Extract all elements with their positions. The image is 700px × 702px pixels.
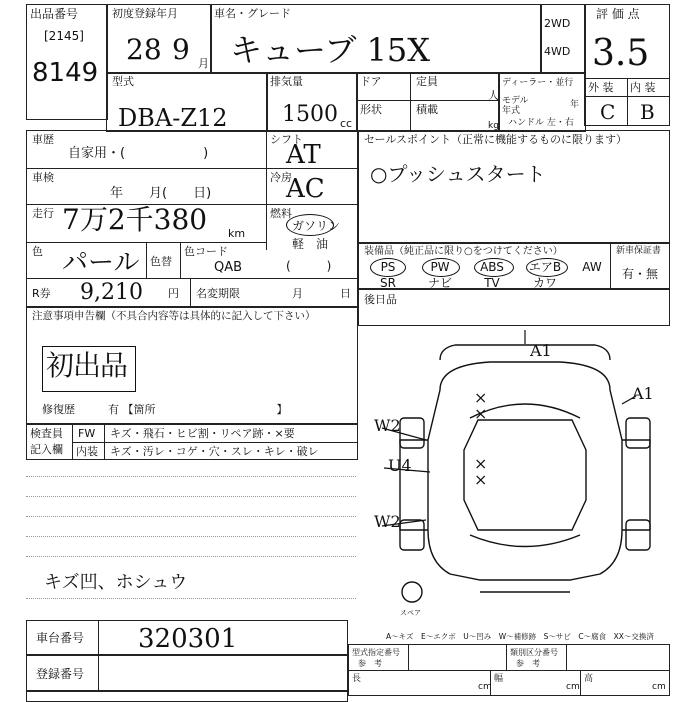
after-fit-box [358,288,670,326]
type-class-label: 類別区分番号 [510,648,558,657]
warranty-label: 新車保証書 [616,246,662,256]
score-label: 評 価 点 [596,7,640,21]
dealer-label: ディーラー・並行 [502,78,574,88]
shape-label: 形状 [360,103,382,116]
inspector-naisou: 内装 [76,445,98,458]
mileage-value: 7万2千380 [62,203,208,236]
load-label: 積載 [416,103,438,116]
inspection-value: 年 月( 日) [110,186,212,201]
equip-navi: ナビ [427,276,452,290]
reg-month: 9 [172,33,190,66]
inspector-fw: FW [78,427,96,440]
cc-unit: cc [340,117,353,130]
person-unit: 人 [488,89,499,102]
car-diagram [360,330,680,620]
drive-box [540,4,586,74]
shift-label: シフト [270,133,303,146]
reg-year: 28 [126,33,162,66]
shift-value: AT [286,140,321,170]
inspector-label-1: 検査員 [30,427,63,440]
equip-aw: AW [582,260,602,274]
inspector-label-2: 記入欄 [30,443,63,456]
inspector-row1: キズ・飛石・ヒビ割・リペア跡・×要 [110,427,295,440]
color-label: 色 [32,245,43,258]
model-designation-label: 型式指定番号 [352,648,400,657]
ac-value: AC [286,174,325,204]
capacity-label: 定員 [416,75,438,88]
mark-x-1: × [474,388,488,407]
height-unit: cm [652,682,666,692]
sales-title: セールスポイント（正常に機能するものに限ります） [364,133,628,146]
fuel-diesel: 軽 油 [292,237,329,251]
day-label: 日 [340,287,351,300]
rear-window [470,535,580,547]
mark-x-3: × [474,454,488,473]
car-name-label: 車名・グレード [214,7,291,20]
spare-tire [402,582,422,602]
history-label: 車歴 [32,133,54,146]
inspector-row2: キズ・汚レ・コゲ・穴・スレ・キレ・破レ [110,445,319,458]
circle-abs [474,258,514,277]
lot-bracket: [2145] [44,29,84,43]
inspection-label: 車検 [32,171,54,184]
circle-pw [422,258,460,277]
mark-a1-top: A1 [530,341,552,360]
equipment-title: 装備品（純正品に限り○をつけてください） [364,246,563,257]
circle-airbag [526,258,568,277]
equip-ps: PS [380,260,396,274]
spare-label: スペア [400,609,421,617]
chassis-label: 車台番号 [36,631,85,645]
height-label: 高 [584,674,594,684]
repair-value: 有 【箇所 】 [108,403,288,416]
mark-x-2: × [474,404,488,423]
circle-ps [370,258,406,277]
fuel-paren: ( ) [286,259,332,273]
door-label: ドア [360,75,382,88]
year-unit: 年 [570,100,580,110]
after-fit-label: 後日品 [364,293,397,306]
sales-note: ○プッシュスタート [370,162,546,186]
ac-label: 冷房 [270,171,292,184]
car-outline [428,362,622,580]
interior-grade: B [640,100,655,124]
mark-x-4: × [474,470,488,489]
model: DBA-Z12 [118,104,228,132]
interior-label: 内 装 [630,81,656,94]
recycle-label: R券 [32,287,51,300]
warranty-value: 有・無 [622,267,659,281]
fuel-gas: ガソリン [292,219,341,233]
exterior-label: 外 装 [588,81,614,94]
width-unit: cm [566,682,580,692]
equip-airbag: エアB [528,260,562,274]
km-unit: km [228,227,246,240]
model-label: 型式 [112,75,134,88]
color-value: パール [62,248,140,278]
drive-4wd: 4WD [544,45,571,58]
handwritten-note: キズ凹、ホシュウ [44,572,188,593]
month-unit: 月 [198,57,209,70]
displacement-label: 排気量 [270,75,303,88]
width-label: 幅 [494,674,504,684]
recycle-value: 9,210 [80,280,143,305]
equip-pw: PW [430,260,450,274]
equip-abs: ABS [480,260,504,274]
yen-unit: 円 [168,287,179,300]
kg-unit: kg [488,121,499,131]
length-label: 長 [352,674,362,684]
month-label: 月 [292,287,303,300]
reg-no-label: 登録番号 [36,667,85,681]
first-listing-stamp: 初出品 [46,349,128,382]
nameplate-label: 名変期限 [196,287,240,300]
lot-label: 出品番号 [30,7,79,21]
color-change-label: 色替 [150,255,172,268]
sales-box [358,130,670,244]
fuel-label: 燃料 [270,207,292,220]
exterior-grade: C [600,100,616,124]
equip-tv: TV [484,276,500,290]
mark-w2-lower: W2 [374,512,401,531]
mark-w2-upper: W2 [374,416,401,435]
handle-label: ハンドル 左・右 [508,118,574,128]
equip-leather: カワ [532,276,557,290]
notes-title: 注意事項申告欄（不具合内容等は具体的に記入して下さい） [32,310,316,322]
drive-2wd: 2WD [544,17,571,30]
model-year-label: モデル年式 [502,96,529,116]
first-reg-label: 初度登録年月 [112,7,178,20]
mileage-label: 走行 [32,207,54,220]
color-code-value: QAB [214,260,243,275]
type-class-ref: 参 考 [516,659,540,668]
fuel-circle [286,214,334,236]
color-code-label: 色コード [184,245,228,258]
length-unit: cm [478,682,492,692]
displacement: 1500 [282,102,338,127]
equip-sr: SR [380,276,396,290]
damage-legend: A～キズ E～エクボ U～凹み W～補修跡 S～サビ C～腐食 XX～交換済 [386,632,654,641]
lot-number: 8149 [32,58,99,88]
bottom-strip [26,690,348,702]
chassis-value: 320301 [138,624,238,654]
repair-label: 修復歴 [42,403,75,416]
mark-a1-right: A1 [632,384,654,403]
car-name: キューブ 15X [230,31,431,69]
history-value: 自家用・( ) [68,146,209,161]
model-designation-ref: 参 考 [358,659,382,668]
score: 3.5 [592,33,650,74]
mark-u4: U4 [388,456,412,475]
